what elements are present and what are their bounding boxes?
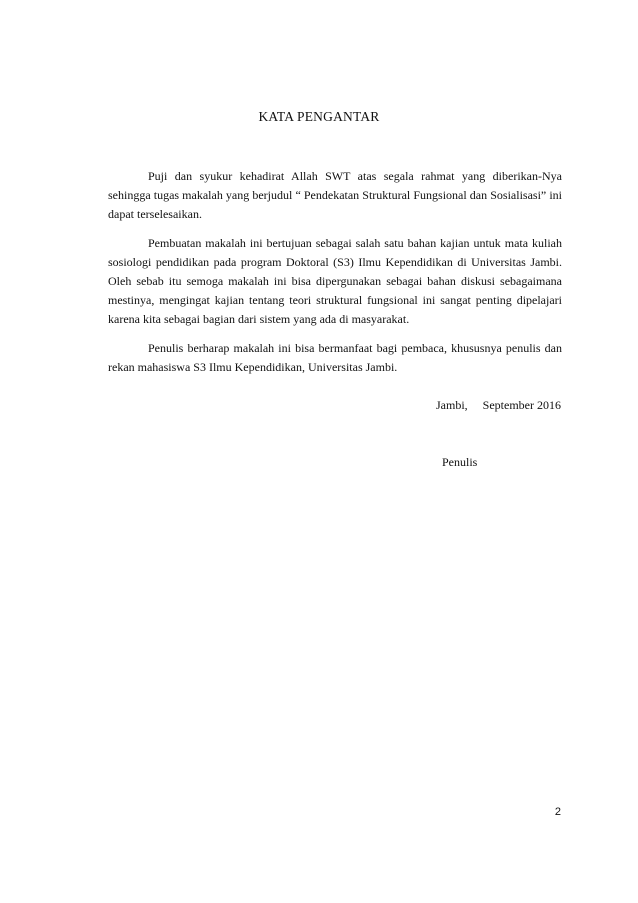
place-date: Jambi, September 2016 xyxy=(436,398,561,412)
paragraph-3: Penulis berharap makalah ini bisa bermanfaat bagi pembaca, khususnya penulis dan rekan mahasiswa S3 Ilmu Kependidikan, Universitas Jambi. xyxy=(108,341,562,374)
paragraph-1: Puji dan syukur kehadirat Allah SWT atas segala rahmat yang diberikan-Nya sehingga tugas makalah yang berjudul “ Pendekatan Struktural Fungsional dan Sosialisasi” ini dapat terselesaikan. xyxy=(108,169,562,221)
body-text xyxy=(108,167,562,387)
author-signature: Penulis xyxy=(442,455,478,469)
paragraph-2: Pembuatan makalah ini bertujuan sebagai salah satu bahan kajian untuk mata kuliah sosiologi pendidikan pada program Doktoral (S3) Ilmu Kependidikan di Universitas Jambi. Oleh sebab itu semoga makalah ini bisa dipergunakan sebagai bahan diskusi sebagaimana mestinya, mengingat kajian tentang teori struktural fungsional ini sangat penting dipelajari karena kita sebagai bagian dari sistem yang ada di masyarakat. xyxy=(108,236,562,326)
page-title: KATA PENGANTAR xyxy=(258,109,380,124)
page-number: 2 xyxy=(554,806,561,818)
